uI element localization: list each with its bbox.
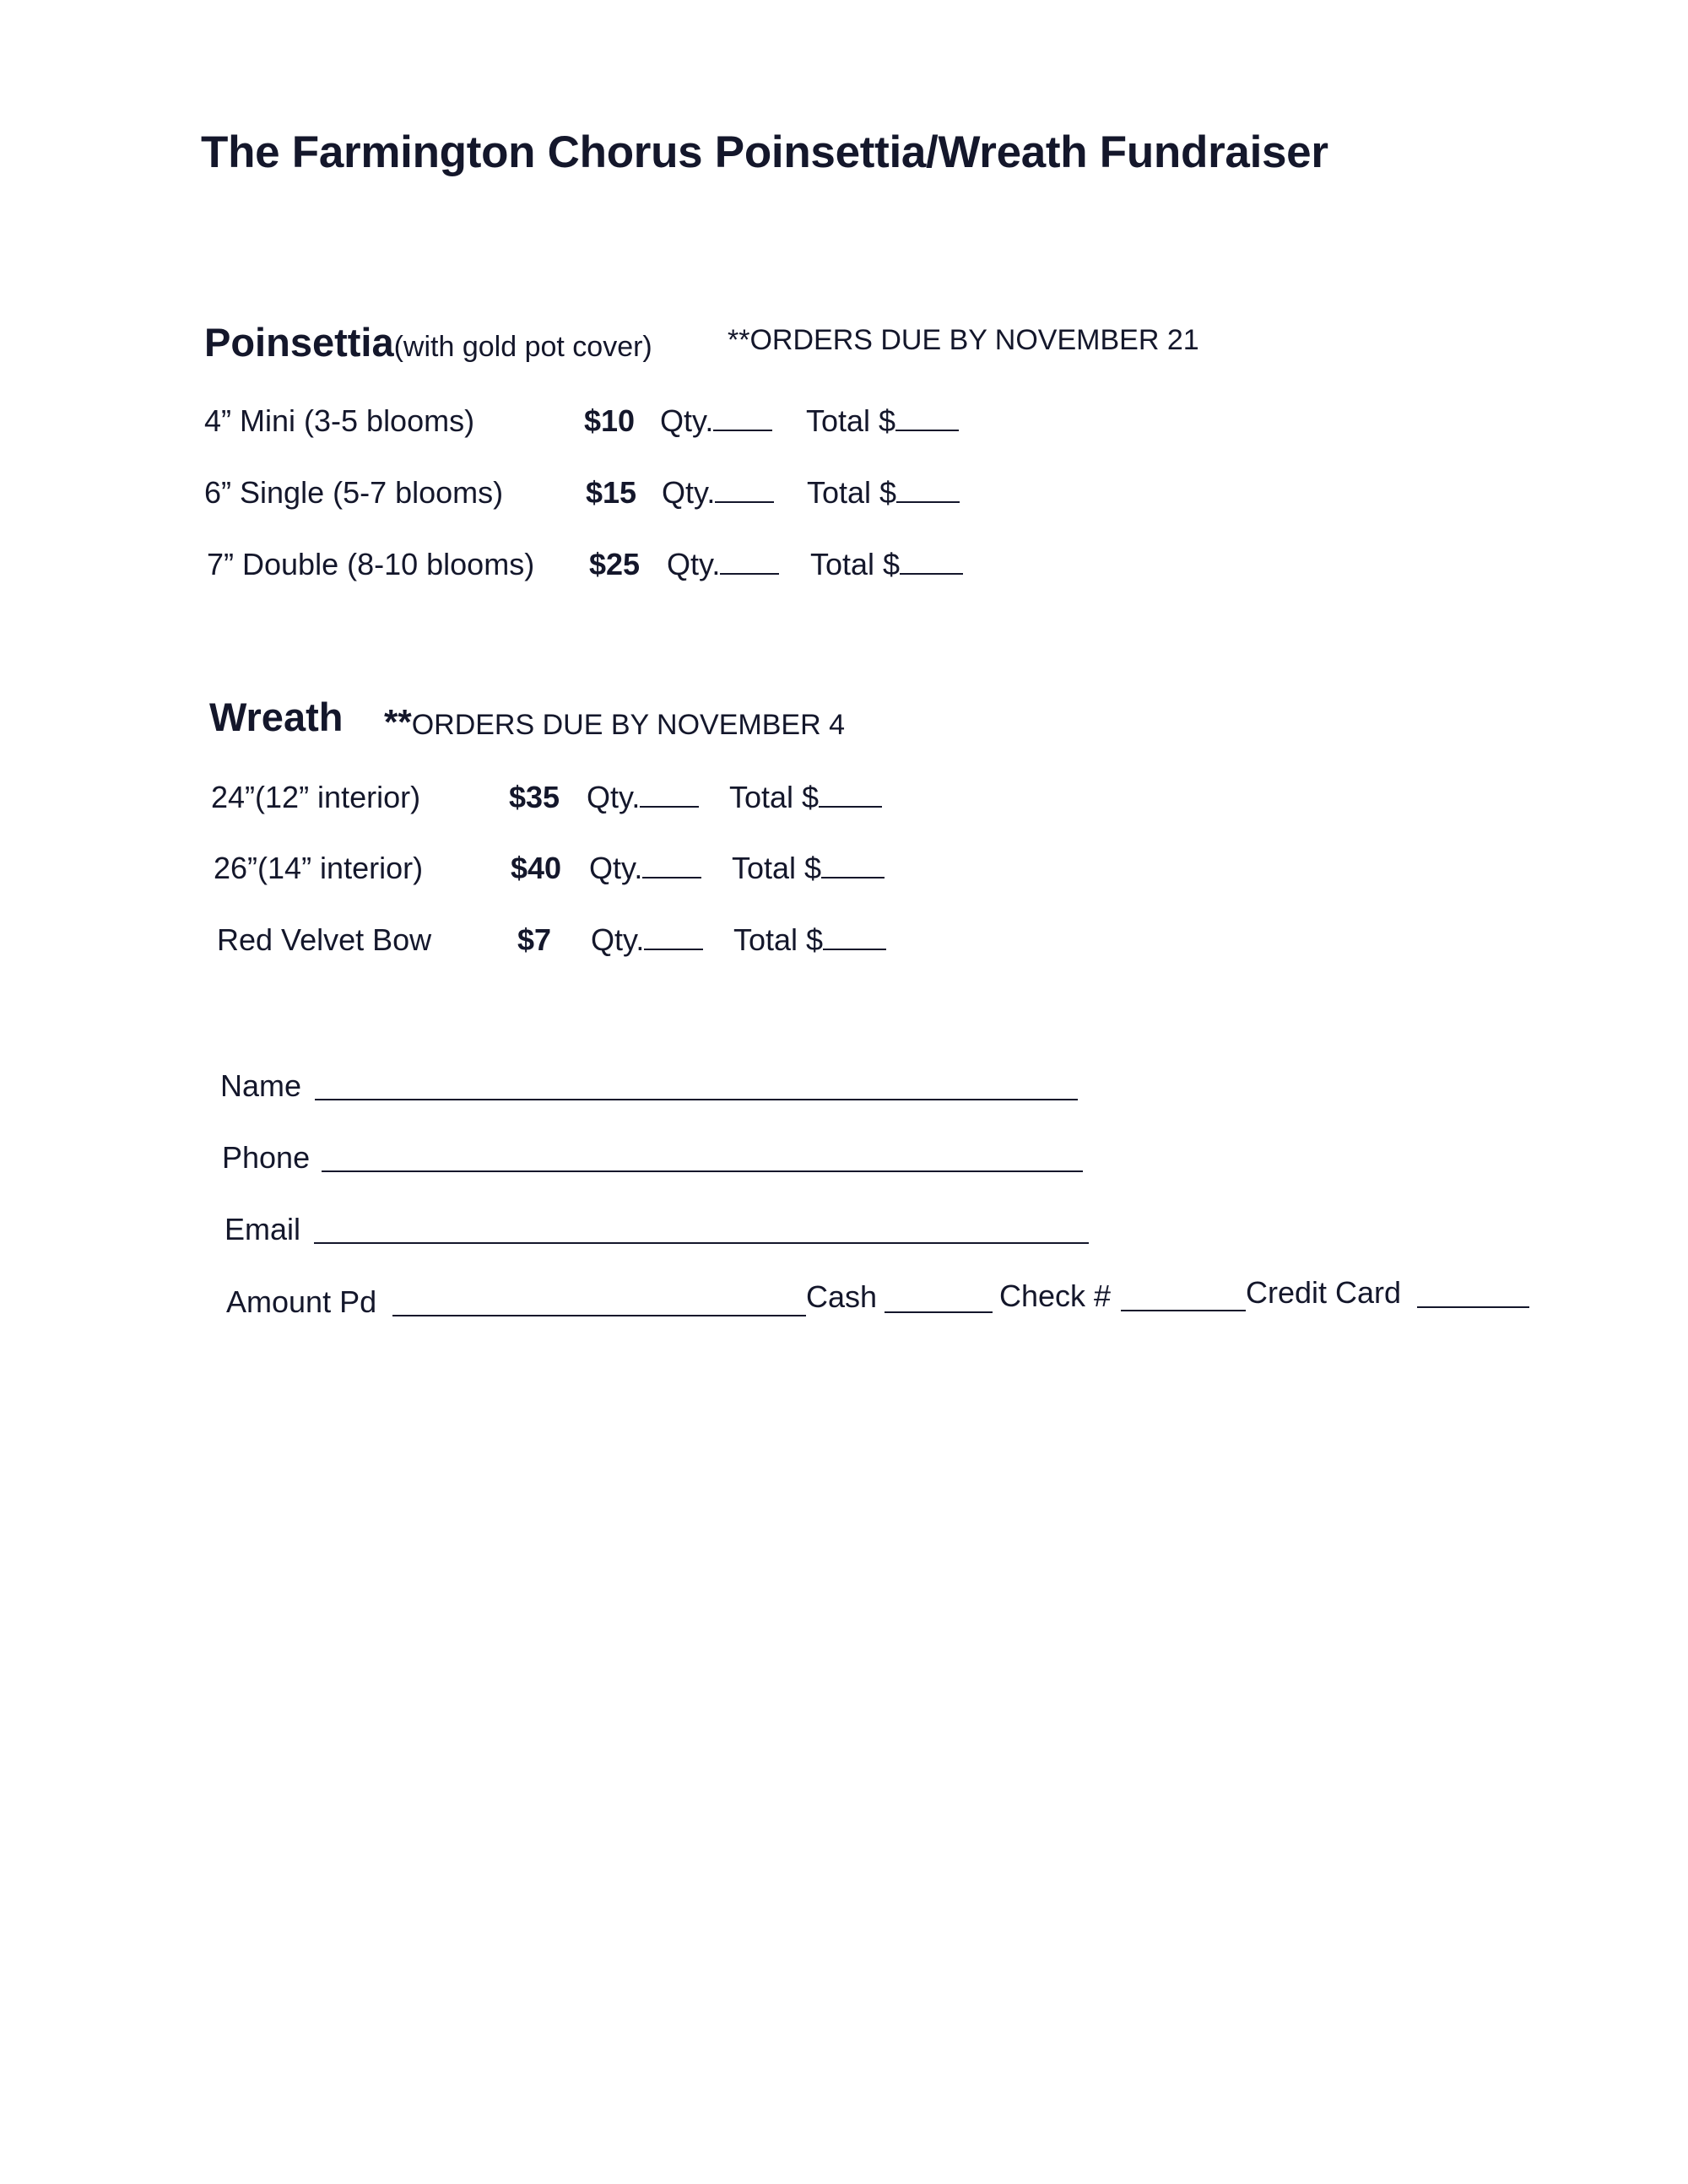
total-blank [821, 870, 885, 878]
name-label: Name [220, 1068, 302, 1103]
wreath-heading-group [209, 694, 343, 740]
total-blank [823, 942, 886, 950]
check-line[interactable] [1121, 1310, 1246, 1311]
total-field[interactable]: Total $ [807, 472, 960, 514]
qty-field[interactable]: Qty. [589, 847, 701, 889]
poinsettia-heading: Poinsettia [204, 320, 394, 365]
item-label: Red Velvet Bow [217, 922, 432, 957]
poinsettia-row-mini [204, 400, 1006, 442]
email-field[interactable] [225, 1208, 1085, 1251]
payment-row [226, 1276, 1534, 1318]
total-blank [896, 495, 960, 503]
total-field[interactable]: Total $ [733, 919, 886, 961]
qty-field[interactable]: Qty. [667, 543, 779, 586]
item-price: $25 [589, 547, 641, 581]
qty-blank [640, 799, 699, 808]
page-title: The Farmington Chorus Poinsettia/Wreath Fundraiser [201, 127, 1328, 177]
poinsettia-subheading: (with gold pot cover) [393, 331, 652, 363]
item-label: 4” Mini (3-5 blooms) [204, 403, 475, 438]
item-price: $7 [517, 922, 552, 957]
total-field[interactable]: Total $ [729, 776, 882, 819]
total-blank [895, 423, 959, 431]
qty-field[interactable]: Qty. [660, 400, 772, 442]
credit-card-label: Credit Card [1246, 1275, 1402, 1310]
item-label: 7” Double (8-10 blooms) [207, 547, 535, 581]
item-label: 26”(14” interior) [214, 851, 424, 885]
item-label: 6” Single (5-7 blooms) [204, 475, 504, 510]
qty-blank [644, 942, 703, 950]
qty-blank [715, 495, 774, 503]
qty-blank [720, 566, 779, 575]
cash-line[interactable] [885, 1311, 993, 1313]
total-field[interactable]: Total $ [810, 543, 963, 586]
phone-field[interactable] [222, 1137, 1083, 1179]
name-field[interactable] [220, 1065, 1081, 1107]
wreath-heading: Wreath [209, 695, 344, 739]
name-line [315, 1099, 1078, 1100]
phone-label: Phone [222, 1140, 311, 1175]
email-label: Email [225, 1212, 301, 1246]
qty-blank [713, 423, 772, 431]
poinsettia-heading-group [204, 319, 652, 365]
phone-line [322, 1170, 1083, 1172]
total-field[interactable]: Total $ [732, 847, 885, 889]
wreath-row-24 [211, 776, 971, 819]
amount-paid-label: Amount Pd [226, 1284, 377, 1319]
poinsettia-row-single [204, 472, 1006, 514]
qty-field[interactable]: Qty. [662, 472, 774, 514]
total-blank [900, 566, 963, 575]
wreath-row-bow [217, 919, 977, 961]
poinsettia-row-double [207, 543, 1009, 586]
item-price: $40 [511, 851, 562, 885]
poinsettia-due-date: **ORDERS DUE BY NOVEMBER 21 [728, 324, 1199, 356]
item-price: $15 [586, 475, 637, 510]
item-price: $10 [584, 403, 636, 438]
qty-field[interactable]: Qty. [591, 919, 703, 961]
total-field[interactable]: Total $ [806, 400, 959, 442]
email-line [314, 1242, 1089, 1244]
item-label: 24”(12” interior) [211, 780, 421, 814]
cash-label: Cash [806, 1279, 878, 1314]
qty-field[interactable]: Qty. [587, 776, 699, 819]
check-label: Check # [999, 1279, 1112, 1313]
credit-card-line[interactable] [1417, 1306, 1529, 1308]
item-price: $35 [509, 780, 560, 814]
wreath-due-date: **ORDERS DUE BY NOVEMBER 4 [384, 702, 845, 742]
wreath-row-26 [214, 847, 973, 889]
qty-blank [642, 870, 701, 878]
amount-paid-line[interactable] [392, 1315, 806, 1316]
total-blank [819, 799, 882, 808]
